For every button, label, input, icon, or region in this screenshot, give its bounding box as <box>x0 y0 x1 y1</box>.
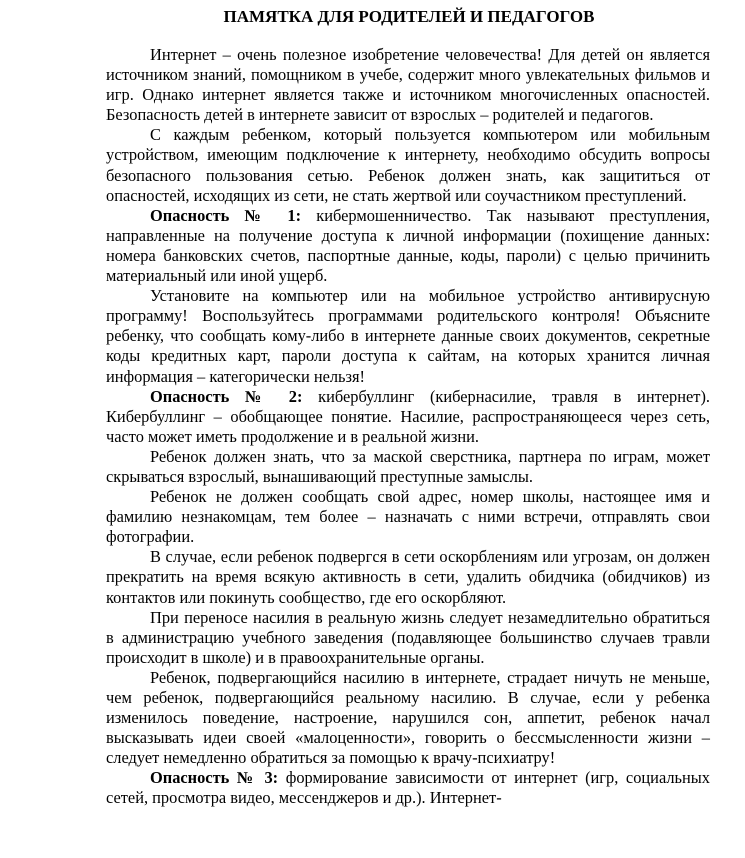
paragraph-text: Ребенок не должен сообщать свой адрес, номер школы, настоящее имя и фамилию незнакомцам, тем более – назначать с ними встречи, отправлять свои фотографии. <box>106 487 710 547</box>
paragraph-victim-suffering <box>106 668 710 768</box>
paragraph-text: При переносе насилия в реальную жизнь следует незамедлительно обратиться в администрацию учебного заведения (подавляющее большинство случаев травли происходит в школе) и в правоохранительные органы. <box>106 607 710 667</box>
danger-2-heading: Опасность № 2: <box>150 386 303 406</box>
paragraph-antivirus-advice <box>106 286 710 386</box>
danger-3-heading: Опасность № 3: <box>150 768 279 788</box>
paragraph-discuss-safety <box>106 125 710 205</box>
paragraph-intro <box>106 45 710 125</box>
paragraph-text: кибермошенничество. Так называют преступления, направленные на получение доступа к личной информации (похищение данных: номера банковских счетов, паспортные данные, коды, пароли) с целью причинить материальный или иной ущерб. <box>106 205 710 286</box>
paragraph-text: Ребенок, подвергающийся насилию в интернете, страдает ничуть не меньше, чем ребенок, подвергающийся реальному насилию. В случае, если у ребенка изменилось поведение, настроение, нарушился сон, аппетит, ребенок начал высказывать идеи своей «малоценности», говорить о бессмысленности жизни – следует немедленно обратиться за помощью к врачу-психиатру! <box>106 667 710 768</box>
paragraph-danger-2 <box>106 387 710 447</box>
paragraph-personal-data <box>106 487 710 547</box>
paragraph-text: кибербуллинг (кибернасилие, травля в интернет). Кибербуллинг – обобщающее понятие. Насилие, распространяющееся через сеть, часто может иметь продолжение и в реальной жизни. <box>106 386 710 446</box>
paragraph-mask-warning <box>106 447 710 487</box>
paragraph-text: С каждым ребенком, который пользуется компьютером или мобильным устройством, имеющим подключение к интернету, необходимо обсудить вопросы безопасного пользования сетью. Ребенок должен знать, как защититься от опасностей, исходящих из сети, не стать жертвой или соучастником преступлений. <box>106 125 710 205</box>
paragraph-danger-3 <box>106 768 710 808</box>
document-title: ПАМЯТКА ДЛЯ РОДИТЕЛЕЙ И ПЕДАГОГОВ <box>223 7 595 26</box>
document-body <box>106 45 710 809</box>
paragraph-real-life-violence <box>106 608 710 668</box>
paragraph-text: В случае, если ребенок подвергся в сети оскорблениям или угрозам, он должен прекратить на время всякую активность в сети, удалить обидчика (обидчиков) из контактов или покинуть сообщество, где его оскорбляют. <box>106 547 710 607</box>
danger-1-heading: Опасность № 1: <box>150 205 302 225</box>
paragraph-text: Установите на компьютер или на мобильное устройство антивирусную программу! Воспользуйтесь программами родительского контроля! Объясните ребенку, что сообщать кому-либо в интернете данные своих документов, секретные коды кредитных карт, пароли доступа к сайтам, на которых хранится личная информация – категорически нельзя! <box>106 286 710 386</box>
paragraph-text: формирование зависимости от интернет (игр, социальных сетей, просмотра видео, мессенджеров и др.). Интернет- <box>106 768 710 808</box>
paragraph-text: Ребенок должен знать, что за маской сверстника, партнера по играм, может скрываться взрослый, вынашивающий преступные замыслы. <box>106 446 710 486</box>
paragraph-danger-1 <box>106 206 710 286</box>
paragraph-text: Интернет – очень полезное изобретение человечества! Для детей он является источником знаний, помощником в учебе, содержит много увлекательных фильмов и игр. Однако интернет является также и источником многочисленных опасностей. Безопасность детей в интернете зависит от взрослых – родителей и педагогов. <box>106 45 710 125</box>
paragraph-insult-response <box>106 547 710 607</box>
